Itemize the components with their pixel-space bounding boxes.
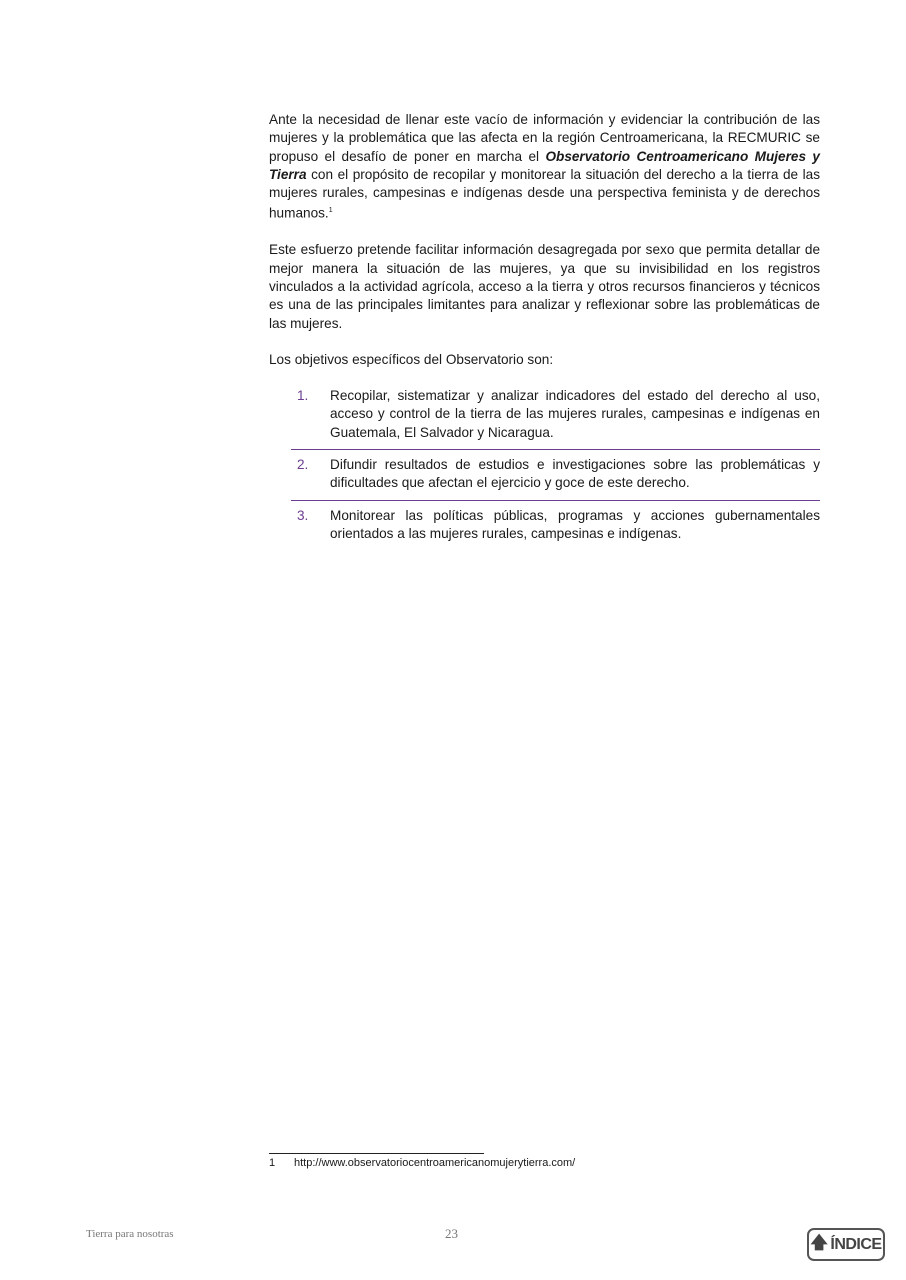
- text: Ante la necesidad de llenar este vacío de información y evidenciar la contribución de las mujeres y la problemática que las afecta en la región Centroamericana, la RECMURIC se propuso el desafío de poner en marcha el: [269, 112, 820, 164]
- item-number: 1.: [297, 388, 309, 404]
- main-text: [269, 111, 820, 550]
- item-text: Difundir resultados de estudios e investigaciones sobre las problemáticas y dificultades que afectan el ejercicio y goce de este derecho.: [330, 456, 820, 491]
- list-item: [291, 381, 820, 450]
- index-button[interactable]: [807, 1228, 885, 1261]
- index-label: ÍNDICE: [830, 1235, 882, 1253]
- footnote-number: 1: [269, 1157, 276, 1169]
- footnote-ref[interactable]: 1: [328, 207, 333, 215]
- text: con el propósito de recopilar y monitorear la situación del derecho a la tierra de las mujeres rurales, campesinas e indígenas desde una perspectiva feminista y de derechos humanos.: [269, 166, 820, 222]
- observatory-name: Observatorio Centroamericano Mujeres y Tierra: [269, 148, 820, 182]
- list-item: [291, 501, 820, 551]
- list-item: [291, 450, 820, 501]
- arrow-up-icon: 🡅: [810, 1233, 828, 1252]
- paragraph-effort: Este esfuerzo pretende facilitar información desagregada por sexo que permita detallar de mejor manera la situación de las mujeres, ya que su invisibilidad en los registros vinculados a la actividad agrícola, acceso a la tierra y otros recursos financieros y técnicos es una de las principales limitantes para analizar y reflexionar sobre las problemáticas de las mujeres.: [269, 242, 820, 331]
- footnote: [269, 1157, 575, 1169]
- objectives-list: [269, 381, 820, 550]
- paragraph-intro: [269, 111, 820, 223]
- page-number: 23: [445, 1226, 458, 1241]
- footnote-link[interactable]: http://www.observatoriocentroamericanomujerytierra.com/: [294, 1157, 576, 1169]
- footnote-divider: [269, 1153, 484, 1154]
- item-number: 2.: [297, 456, 309, 472]
- item-text: Monitorear las políticas públicas, programas y acciones gubernamentales orientados a las mujeres rurales, campesinas e indígenas.: [330, 507, 820, 541]
- footer-title: Tierra para nosotras: [86, 1228, 174, 1240]
- paragraph-objectives-intro: Los objetivos específicos del Observatorio son:: [269, 351, 554, 367]
- item-text: Recopilar, sistematizar y analizar indicadores del estado del derecho al uso, acceso y control de la tierra de las mujeres rurales, campesinas e indígenas en Guatemala, El Salvador y Nicaragua.: [330, 388, 820, 440]
- item-number: 3.: [297, 507, 309, 523]
